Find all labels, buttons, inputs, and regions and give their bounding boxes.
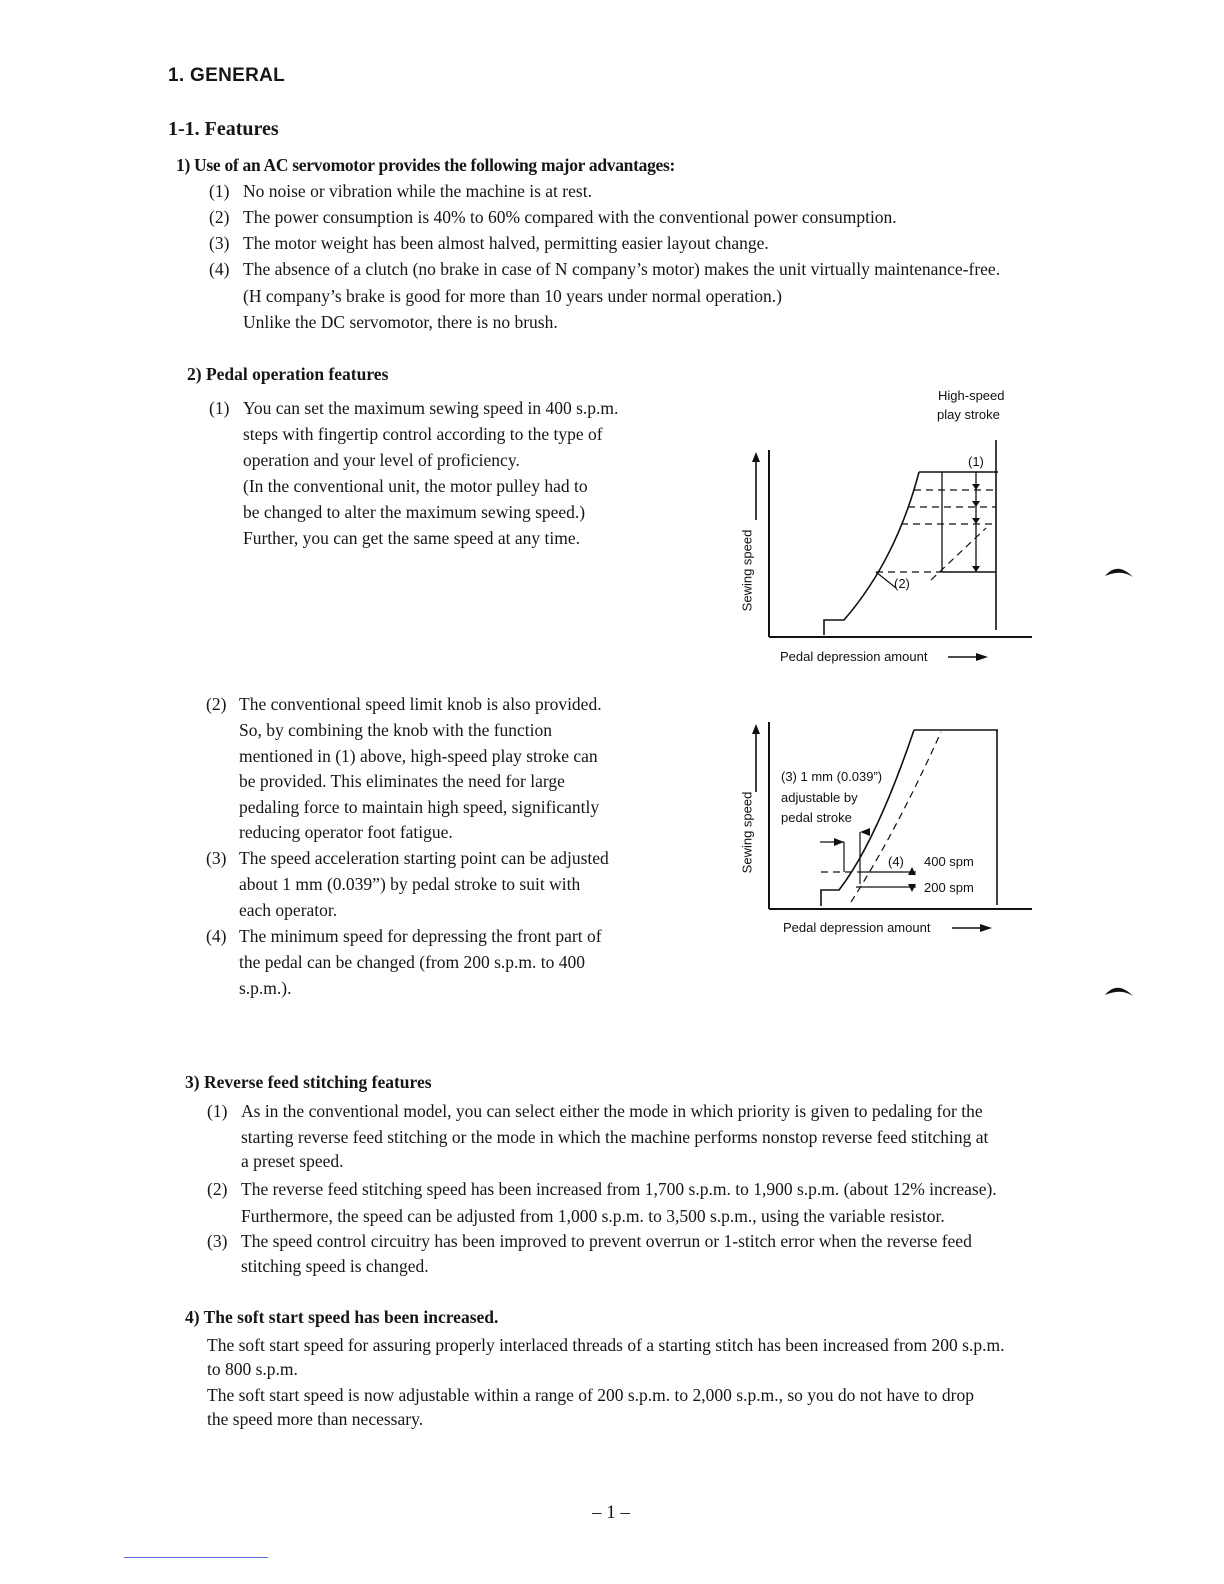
sec3-item-2-line-1: The reverse feed stitching speed has been increased from 1,700 s.p.m. to 1,900 s.p.m. (about 12% increase). <box>241 1179 997 1199</box>
sec1-item-1-line-1: No noise or vibration while the machine is at rest. <box>243 181 592 201</box>
fig2-label-3b: adjustable by <box>781 790 858 805</box>
sec3-item-1-line-2: starting reverse feed stitching or the mode in which the machine performs nonstop reverse feed stitching at <box>241 1127 989 1147</box>
fig2-label-200: 200 spm <box>924 880 974 895</box>
sec2-item-2-line-3: mentioned in (1) above, high-speed play stroke can <box>239 746 598 766</box>
sec2-item-3-line-2: about 1 mm (0.039”) by pedal stroke to suit with <box>239 874 581 894</box>
sec4-line-3: The soft start speed is now adjustable within a range of 200 s.p.m. to 2,000 s.p.m., so you do not have to drop <box>207 1385 974 1405</box>
fig2-label-400: 400 spm <box>924 854 974 869</box>
sec2-title: 2) Pedal operation features <box>187 364 389 384</box>
sec2-item-1-line-4: (In the conventional unit, the motor pulley had to <box>243 476 588 496</box>
page-number: – 1 – <box>592 1502 630 1523</box>
sec1-item-2-line-1: The power consumption is 40% to 60% compared with the conventional power consumption. <box>243 207 897 227</box>
sec2-item-3-line-1: The speed acceleration starting point can be adjusted <box>239 848 609 868</box>
sec2-item-1-line-3: operation and your level of proficiency. <box>243 450 520 470</box>
sec1-item-3-num: (3) <box>209 233 230 253</box>
sec1-item-1-num: (1) <box>209 181 230 201</box>
sec2-item-1-line-1: You can set the maximum sewing speed in 400 s.p.m. <box>243 398 619 418</box>
sec1-item-4-line-1: The absence of a clutch (no brake in case of N company’s motor) makes the unit virtually maintenance-free. <box>243 259 1001 279</box>
fig1-label-top-2: play stroke <box>937 407 1000 422</box>
fig2-x-label: Pedal depression amount <box>783 920 931 935</box>
fig2-label-4: (4) <box>888 854 904 869</box>
sec1-item-4-line-3: Unlike the DC servomotor, there is no brush. <box>243 312 558 332</box>
sec3-item-1-line-1: As in the conventional model, you can select either the mode in which priority is given to pedaling for the <box>241 1101 983 1121</box>
sec2-item-2-line-2: So, by combining the knob with the function <box>239 720 553 740</box>
fig1-x-arrow-icon <box>946 650 990 664</box>
sec3-item-3-line-2: stitching speed is changed. <box>241 1256 429 1276</box>
pedal-speed-diagram-1 <box>736 440 1046 650</box>
margin-mark-icon <box>1103 982 1135 998</box>
sec4-line-4: the speed more than necessary. <box>207 1409 424 1429</box>
sec2-item-1-line-2: steps with fingertip control according to the type of <box>243 424 603 444</box>
sec2-item-4-line-3: s.p.m.). <box>239 978 292 998</box>
sec2-item-4-line-1: The minimum speed for depressing the front part of <box>239 926 602 946</box>
fig1-x-label: Pedal depression amount <box>780 649 928 664</box>
sec3-item-3-line-1: The speed control circuitry has been improved to prevent overrun or 1-stitch error when the reverse feed <box>241 1231 972 1251</box>
fig2-y-label: Sewing speed <box>739 791 755 874</box>
sec1-item-4-line-2: (H company’s brake is good for more than 10 years under normal operation.) <box>243 286 782 306</box>
sec3-item-1-line-3: a preset speed. <box>241 1151 344 1171</box>
fig1-label-1: (1) <box>968 454 984 469</box>
sec1-item-2-num: (2) <box>209 207 230 227</box>
sec1-item-3-line-1: The motor weight has been almost halved, permitting easier layout change. <box>243 233 769 253</box>
sec2-item-1-line-6: Further, you can get the same speed at any time. <box>243 528 581 548</box>
sec2-item-2-line-4: be provided. This eliminates the need for large <box>239 771 565 791</box>
sec2-item-3-line-3: each operator. <box>239 900 338 920</box>
margin-mark-icon <box>1103 563 1135 579</box>
sec2-item-3-num: (3) <box>206 848 227 868</box>
fig2-x-arrow-icon <box>950 921 994 935</box>
sec2-item-4-line-2: the pedal can be changed (from 200 s.p.m. to 400 <box>239 952 586 972</box>
fig2-label-3a: (3) 1 mm (0.039”) <box>781 769 883 784</box>
section-heading: 1. GENERAL <box>168 65 286 86</box>
sec3-item-2-line-2: Furthermore, the speed can be adjusted from 1,000 s.p.m. to 3,500 s.p.m., using the variable resistor. <box>241 1206 945 1226</box>
fig1-label-2: (2) <box>894 576 910 591</box>
sec2-item-2-line-1: The conventional speed limit knob is also provided. <box>239 694 602 714</box>
sec1-item-4-num: (4) <box>209 259 230 279</box>
sec2-item-2-num: (2) <box>206 694 227 714</box>
sec3-item-1-num: (1) <box>207 1101 228 1121</box>
sec2-item-1-num: (1) <box>209 398 230 418</box>
sec2-item-1-line-5: be changed to alter the maximum sewing speed.) <box>243 502 586 522</box>
sec1-title: 1) Use of an AC servomotor provides the following major advantages: <box>176 155 676 175</box>
sec4-line-1: The soft start speed for assuring properly interlaced threads of a starting stitch has been increased from 200 s.p.m. <box>207 1335 1005 1355</box>
sec4-line-2: to 800 s.p.m. <box>207 1359 298 1379</box>
fig1-label-top-1: High-speed <box>938 388 1005 403</box>
sec3-title: 3) Reverse feed stitching features <box>185 1072 432 1092</box>
sec4-title: 4) The soft start speed has been increased. <box>185 1307 499 1327</box>
sec2-item-2-line-5: pedaling force to maintain high speed, significantly <box>239 797 600 817</box>
sec3-item-3-num: (3) <box>207 1231 228 1251</box>
fig2-label-3c: pedal stroke <box>781 810 852 825</box>
footer-rule <box>124 1557 268 1558</box>
subsection-heading: 1-1. Features <box>168 118 279 140</box>
sec2-item-4-num: (4) <box>206 926 227 946</box>
sec3-item-2-num: (2) <box>207 1179 228 1199</box>
fig1-y-label: Sewing speed <box>739 529 755 612</box>
sec2-item-2-line-6: reducing operator foot fatigue. <box>239 822 453 842</box>
